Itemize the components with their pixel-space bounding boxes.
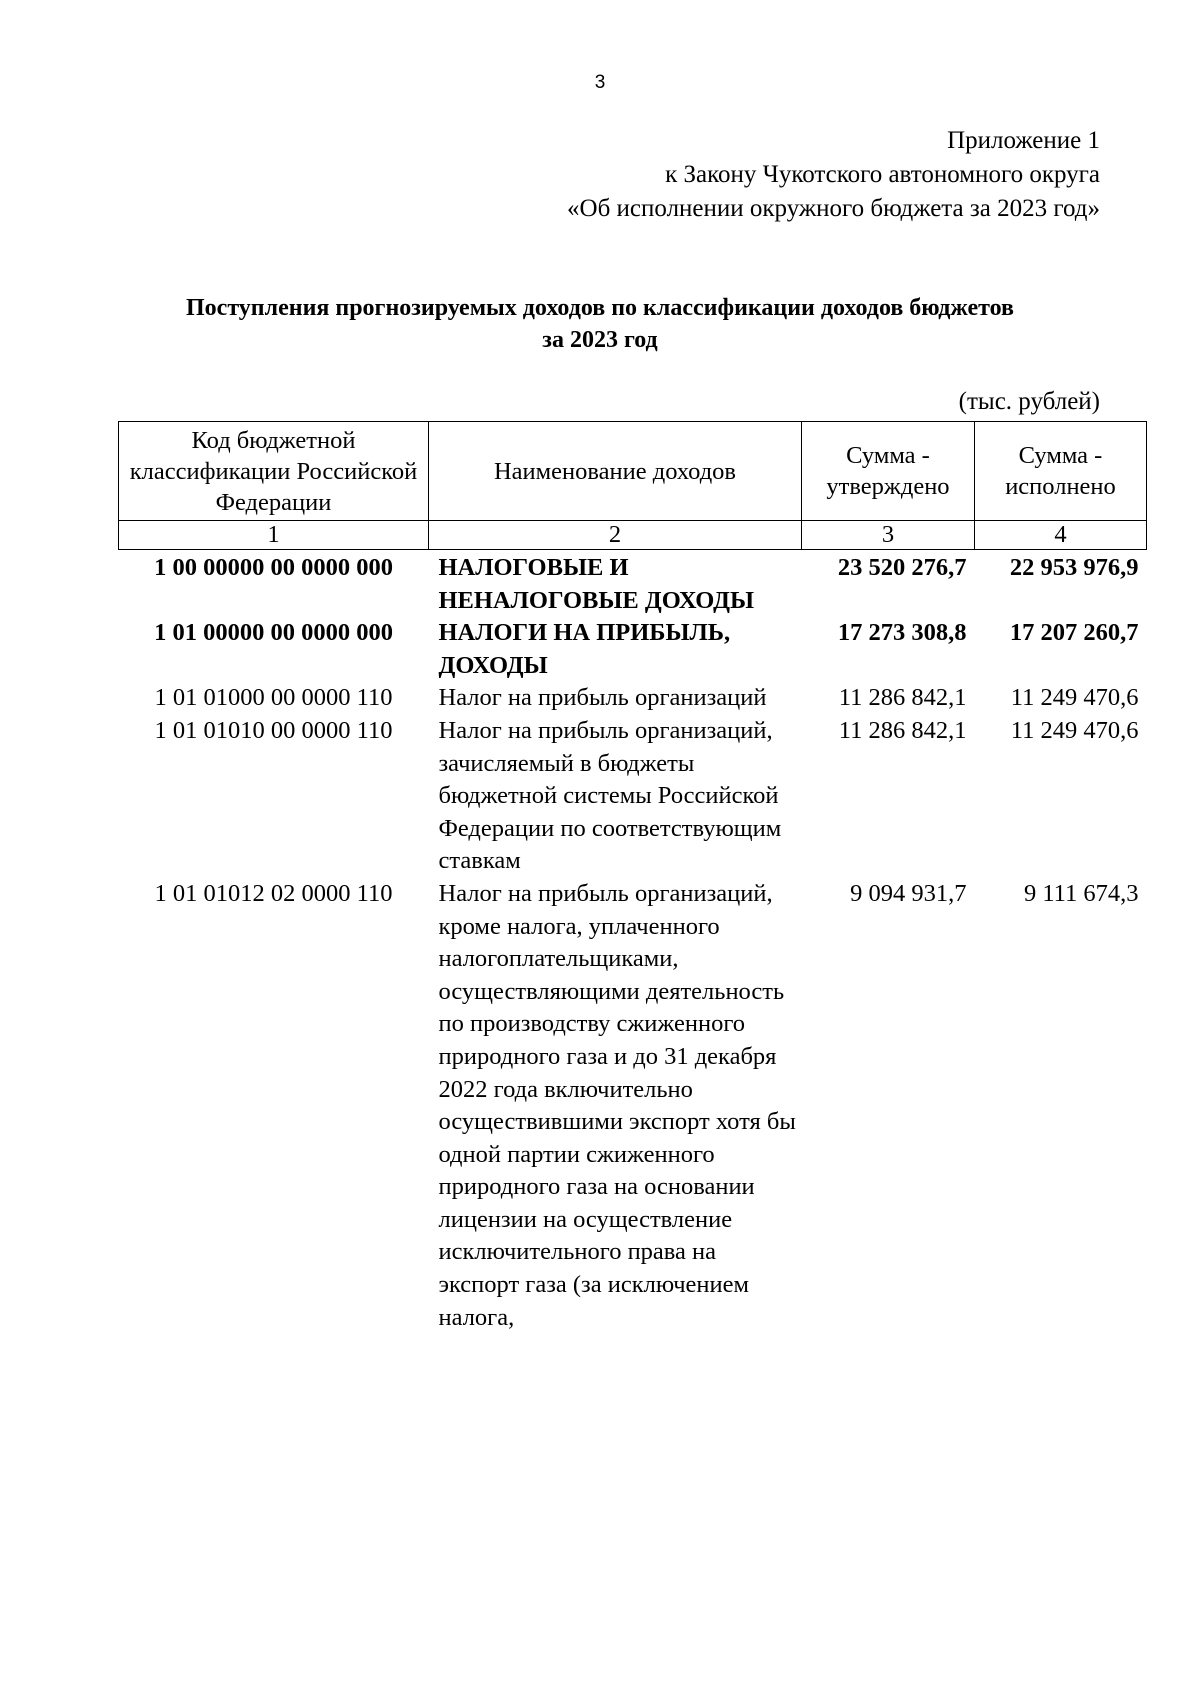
title-line-2: за 2023 год <box>542 327 658 353</box>
table-header-row <box>119 422 1147 521</box>
column-number: 2 <box>429 521 802 550</box>
header-approved: Сумма - утверждено <box>802 422 975 521</box>
appendix-line-2: к Закону Чукотского автономного округа <box>665 161 1100 188</box>
row-executed: 11 249 470,6 <box>1010 684 1139 712</box>
page-number: 3 <box>594 72 606 93</box>
appendix-note <box>567 124 1100 226</box>
document-title <box>100 292 1100 356</box>
row-executed: 22 953 976,9 <box>1009 554 1139 581</box>
row-name: Налог на прибыль организаций, зачисляемый в бюджеты бюджетной системы Российской Федерации по соответствующим ставкам <box>438 716 782 875</box>
row-executed: 17 207 260,7 <box>1009 619 1139 647</box>
row-code: 1 00 00000 00 0000 000 <box>154 554 393 581</box>
row-approved: 9 094 931,7 <box>850 879 967 907</box>
column-number: 4 <box>975 521 1147 550</box>
row-name: НАЛОГИ НА ПРИБЫЛЬ, ДОХОДЫ <box>438 619 731 679</box>
row-code: 1 01 01000 00 0000 110 <box>154 684 393 712</box>
column-number-row <box>119 521 1147 550</box>
table-row <box>119 550 1147 618</box>
row-code: 1 01 01010 00 0000 110 <box>154 716 393 744</box>
row-code: 1 01 01012 02 0000 110 <box>154 879 393 907</box>
table-row <box>119 682 1147 715</box>
title-line-1: Поступления прогнозируемых доходов по классификации доходов бюджетов <box>186 295 1014 321</box>
row-approved: 11 286 842,1 <box>838 716 967 744</box>
row-approved: 17 273 308,8 <box>837 619 967 647</box>
row-name: НАЛОГОВЫЕ И НЕНАЛОГОВЫЕ ДОХОДЫ <box>438 554 755 614</box>
header-code: Код бюджетной классификации Российской Федерации <box>119 422 429 521</box>
column-number: 1 <box>119 521 429 550</box>
row-name: Налог на прибыль организаций <box>438 684 767 712</box>
row-executed: 11 249 470,6 <box>1010 716 1139 744</box>
row-executed: 9 111 674,3 <box>1023 879 1139 907</box>
header-name: Наименование доходов <box>429 422 802 521</box>
revenue-table <box>118 421 1147 1334</box>
table-row <box>119 617 1147 682</box>
row-approved: 23 520 276,7 <box>837 554 967 581</box>
appendix-line-3: «Об исполнении окружного бюджета за 2023 год» <box>567 195 1100 222</box>
appendix-line-1: Приложение 1 <box>947 127 1100 154</box>
units-note: (тыс. рублей) <box>958 388 1100 415</box>
row-approved: 11 286 842,1 <box>838 684 967 712</box>
column-number: 3 <box>802 521 975 550</box>
header-executed: Сумма - исполнено <box>975 422 1147 521</box>
row-code: 1 01 00000 00 0000 000 <box>154 619 393 647</box>
row-name: Налог на прибыль организаций, кроме налога, уплаченного налогоплательщиками, осуществляющими деятельность по производству сжиженного природного газа и до 31 декабря 2022 года включительно осуществившими экспорт хотя бы одной партии сжиженного природного газа на основании лицензии на осуществление исключительного права на экспорт газа (за исключением налога, <box>438 879 796 1331</box>
table-row <box>119 878 1147 1334</box>
table-row <box>119 715 1147 878</box>
